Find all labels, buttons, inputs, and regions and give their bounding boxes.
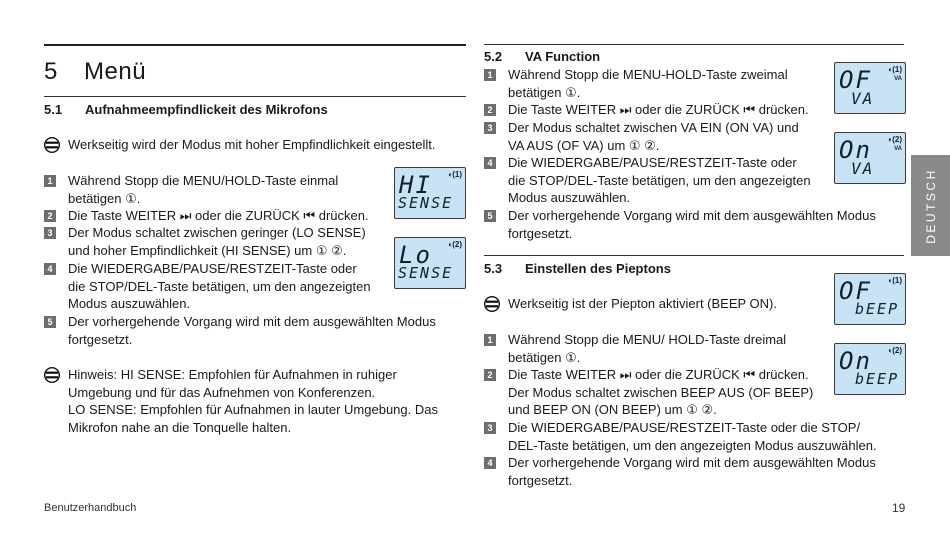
step-number-badge: 5 (484, 210, 496, 222)
step-item (484, 366, 839, 419)
default-note (484, 295, 829, 313)
step-item (484, 207, 906, 242)
section-number: 5.1 (44, 102, 63, 117)
language-tab-label: DEUTSCH (923, 167, 938, 244)
step-text: fortgesetzt. (68, 331, 133, 347)
lcd-main-text: Lo (399, 241, 432, 269)
lcd-display-beep-off (834, 273, 906, 325)
step-item (484, 119, 829, 154)
chapter-name: Menü (84, 58, 147, 85)
step-number-badge: 3 (484, 122, 496, 134)
lcd-sub-text: bEEP (855, 300, 900, 318)
page-number: 19 (892, 501, 906, 515)
step-item (484, 154, 829, 207)
mic-sensitivity-icon: ◖(2) (887, 135, 902, 144)
mic-sensitivity-icon: ◖(1) (447, 170, 462, 179)
step-number-badge: 2 (44, 210, 56, 222)
note-icon (44, 367, 60, 383)
section-heading-5-1 (44, 102, 328, 117)
step-text: Der vorhergehende Vorgang wird mit dem ausgewählten Modus (68, 314, 436, 329)
step-text: und BEEP ON (ON BEEP) um ① ②. (508, 402, 717, 417)
step-text: betätigen ①. (508, 84, 581, 100)
step-number-badge: 4 (484, 157, 496, 169)
note-icon (44, 137, 60, 153)
step-text: Modus auszuwählen. (68, 296, 191, 311)
step-number-badge: 3 (484, 422, 496, 434)
step-item (44, 260, 404, 313)
step-number-badge: 4 (484, 457, 496, 469)
lcd-display-va-off (834, 62, 906, 114)
section-heading-5-3 (484, 261, 671, 276)
lcd-va-tag: VA (894, 146, 902, 152)
lcd-main-text: OF (839, 66, 872, 94)
step-text: Die WIEDERGABE/PAUSE/RESTZEIT-Taste oder die STOP/ (508, 420, 861, 435)
mic-sensitivity-icon: ◖(2) (887, 346, 902, 355)
step-text: Modus auszuwählen. (508, 190, 631, 205)
lcd-main-text: HI (399, 171, 432, 199)
chapter-number: 5 (44, 58, 58, 85)
step-number-badge: 3 (44, 227, 56, 239)
step-number-badge: 5 (44, 316, 56, 328)
lcd-main-text: OF (839, 277, 872, 305)
mic-sensitivity-icon: ◖(1) (887, 276, 902, 285)
section-number: 5.3 (484, 261, 503, 276)
chapter-rule (44, 44, 466, 46)
lcd-indicator-number: 2 (894, 135, 900, 144)
section-title: VA Function (525, 49, 601, 64)
lcd-sub-text: VA (851, 89, 875, 108)
step-text: Der vorhergehende Vorgang wird mit dem ausgewählten Modus (508, 208, 876, 223)
step-item (484, 454, 906, 489)
step-text: betätigen ①. (508, 349, 581, 365)
lcd-indicator-number: 1 (894, 65, 900, 74)
step-item (484, 331, 829, 366)
footer-manual-title: Benutzerhandbuch (44, 502, 137, 514)
lcd-display-beep-on (834, 343, 906, 395)
section-rule-5-1 (44, 96, 466, 97)
step-text: Der Modus schaltet zwischen VA EIN (ON VA) und (508, 120, 799, 135)
step-number-badge: 1 (44, 175, 56, 187)
lcd-sub-text: VA (851, 159, 875, 178)
lcd-indicator-number: 1 (454, 170, 460, 179)
language-side-tab (911, 155, 950, 256)
step-text: betätigen ①. (68, 190, 141, 206)
step-text: Die WIEDERGABE/PAUSE/RESTZEIT-Taste oder (508, 155, 797, 170)
lcd-display-hi-sense (394, 167, 466, 219)
step-text: Der Modus schaltet zwischen geringer (LO SENSE) (68, 225, 366, 240)
step-text: VA AUS (OF VA) um ① ②. (508, 137, 660, 153)
step-text: Der Modus schaltet zwischen BEEP AUS (OF BEEP) (508, 384, 814, 400)
lcd-display-lo-sense (394, 237, 466, 289)
lcd-display-va-on (834, 132, 906, 184)
note-icon (484, 296, 500, 312)
step-text: Während Stopp die MENU/ HOLD-Taste dreimal (508, 332, 787, 347)
lcd-indicator-number: 1 (894, 276, 900, 285)
step-item (484, 66, 829, 101)
step-number-badge: 4 (44, 263, 56, 275)
default-note-text: Werkseitig ist der Piepton aktiviert (BEEP ON). (508, 296, 778, 311)
step-item (44, 207, 404, 225)
lcd-main-text: On (839, 136, 872, 164)
step-item (44, 313, 466, 348)
step-text: Die Taste WEITER ⏭ oder die ZURÜCK ⏮ drücken. (508, 102, 809, 117)
step-item (484, 101, 839, 119)
lcd-indicator-number: 2 (454, 240, 460, 249)
lcd-sub-text: SENSE (398, 194, 454, 212)
step-text: Die WIEDERGABE/PAUSE/RESTZEIT-Taste oder (68, 261, 357, 276)
mic-sensitivity-icon: ◖(1) (887, 65, 902, 74)
default-note-text: Werkseitig wird der Modus mit hoher Empfindlichkeit eingestellt. (68, 137, 436, 152)
chapter-title (44, 58, 146, 86)
step-text: Während Stopp die MENU-HOLD-Taste zweimal (508, 67, 788, 82)
step-text: Der vorhergehende Vorgang wird mit dem ausgewählten Modus (508, 455, 876, 470)
lcd-sub-text: SENSE (398, 264, 454, 282)
section-rule-5-3 (484, 255, 904, 256)
hint-text: Mikrofon nahe an die Tonquelle halten. (68, 419, 292, 435)
step-number-badge: 1 (484, 69, 496, 81)
step-text: Während Stopp die MENU/HOLD-Taste einmal (68, 173, 339, 188)
section-number: 5.2 (484, 49, 503, 64)
step-item (44, 172, 394, 207)
hint-text: Umgebung und für das Aufnehmen von Konferenzen. (68, 384, 376, 400)
step-text: fortgesetzt. (508, 225, 573, 241)
right-top-rule (484, 44, 904, 45)
mic-sensitivity-icon: ◖(2) (447, 240, 462, 249)
lcd-indicator-number: 2 (894, 346, 900, 355)
step-text: die STOP/DEL-Taste betätigen, um den angezeigten (68, 278, 371, 294)
section-title: Einstellen des Pieptons (525, 261, 671, 276)
step-text: die STOP/DEL-Taste betätigen, um den angezeigten (508, 172, 811, 188)
lcd-sub-text: bEEP (855, 370, 900, 388)
hint-text: Hinweis: HI SENSE: Empfohlen für Aufnahmen in ruhiger (68, 367, 397, 382)
step-number-badge: 2 (484, 104, 496, 116)
step-item (484, 419, 906, 454)
hint-note (44, 366, 466, 436)
section-heading-5-2 (484, 49, 600, 64)
section-title: Aufnahmeempfindlickeit des Mikrofons (85, 102, 328, 117)
step-number-badge: 2 (484, 369, 496, 381)
step-number-badge: 1 (484, 334, 496, 346)
step-text: und hoher Empfindlichkeit (HI SENSE) um ① ②. (68, 242, 347, 258)
step-item (44, 224, 404, 259)
step-text: DEL-Taste betätigen, um den angezeigten Modus auszuwählen. (508, 437, 877, 453)
step-text: fortgesetzt. (508, 472, 573, 488)
hint-text: LO SENSE: Empfohlen für Aufnahmen in lauter Umgebung. Das (68, 402, 438, 417)
lcd-va-tag: VA (894, 76, 902, 82)
step-text: Die Taste WEITER ⏭ oder die ZURÜCK ⏮ drücken. (508, 367, 809, 382)
default-note (44, 136, 464, 154)
lcd-main-text: On (839, 347, 872, 375)
step-text: Die Taste WEITER ⏭ oder die ZURÜCK ⏮ drücken. (68, 208, 369, 223)
